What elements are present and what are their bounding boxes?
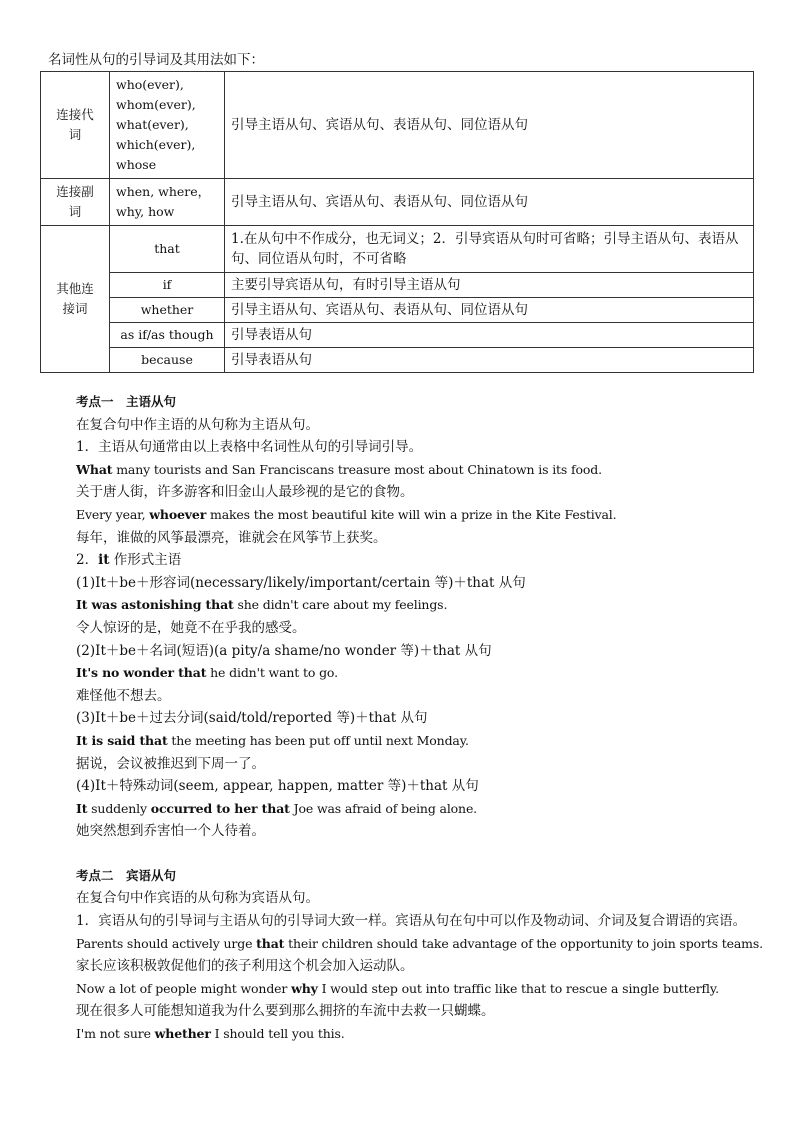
lesson-content: [76, 391, 763, 1046]
word-cell: as if/as though: [110, 323, 225, 348]
usage-cell: 引导表语从句: [225, 348, 754, 373]
example-sentence: What many tourists and San Franciscans treasure most about Chinatown is its food.: [76, 461, 602, 477]
word-cell: whether: [110, 298, 225, 323]
example-translation: 她突然想到乔害怕一个人待着。: [76, 823, 265, 840]
table-row: [41, 72, 754, 179]
example-translation: 现在很多人可能想知道我为什么要到那么拥挤的车流中去救一只蝴蝶。: [76, 1003, 495, 1020]
example-translation: 关于唐人街，许多游客和旧金山人最珍视的是它的食物。: [76, 484, 414, 501]
pattern-text: (4)It＋特殊动词(seem, appear, happen, matter 等)＋that 从句: [76, 778, 479, 795]
example-sentence: It was astonishing that she didn't care about my feelings.: [76, 597, 448, 613]
usage-cell: 1.在从句中不作成分，也无词义；2．引导宾语从句时可省略；引导主语从句、表语从句、同位语从句时，不可省略: [225, 226, 754, 273]
category-cell: 连接副 词: [41, 179, 110, 226]
word-cell: because: [110, 348, 225, 373]
table-row: [41, 298, 754, 323]
example-translation: 难怪他不想去。: [76, 687, 171, 704]
words-cell: who(ever), whom(ever), what(ever), which(ever), whose: [110, 72, 225, 179]
pattern-text: (2)It＋be＋名词(短语)(a pity/a shame/no wonder 等)＋that 从句: [76, 642, 492, 659]
example-translation: 家长应该积极敦促他们的孩子利用这个机会加入运动队。: [76, 958, 414, 975]
usage-cell: 引导主语从句、宾语从句、表语从句、同位语从句: [225, 298, 754, 323]
point-text: 2．it 作形式主语: [76, 552, 182, 569]
table-row: [41, 348, 754, 373]
section-gap: [76, 843, 756, 865]
category-cell: 连接代 词: [41, 72, 110, 179]
pattern-text: (3)It＋be＋过去分词(said/told/reported 等)＋that 从句: [76, 710, 428, 727]
usage-cell: 主要引导宾语从句，有时引导主语从句: [225, 273, 754, 298]
definition-text: 在复合句中作宾语的从句称为宾语从句。: [76, 890, 319, 907]
words-cell: when, where， why, how: [110, 179, 225, 226]
conjunction-table: [40, 71, 754, 373]
example-sentence: Every year, whoever makes the most beautiful kite will win a prize in the Kite Festival.: [76, 506, 617, 522]
example-translation: 令人惊讶的是，她竟不在乎我的感受。: [76, 619, 306, 636]
table-row: [41, 323, 754, 348]
table-row: [41, 179, 754, 226]
point-text: 1．主语从句通常由以上表格中名词性从句的引导词引导。: [76, 439, 423, 456]
usage-cell: 引导表语从句: [225, 323, 754, 348]
example-sentence: I'm not sure whether I should tell you this.: [76, 1026, 345, 1042]
table-row: [41, 226, 754, 273]
section-heading: 考点二 宾语从句: [76, 867, 177, 883]
usage-cell: 引导主语从句、宾语从句、表语从句、同位语从句: [225, 72, 754, 179]
category-cell: 其他连 接词: [41, 226, 110, 373]
example-sentence: Now a lot of people might wonder why I would step out into traffic like that to rescue a single butterfly.: [76, 980, 719, 996]
table-row: [41, 273, 754, 298]
intro-text: 名词性从句的引导词及其用法如下：: [48, 52, 264, 68]
example-translation: 据说，会议被推迟到下周一了。: [76, 755, 265, 772]
example-sentence: Parents should actively urge that their children should take advantage of the opportunity to join sports teams.: [76, 935, 763, 951]
example-translation: 每年，谁做的风筝最漂亮，谁就会在风筝节上获奖。: [76, 529, 387, 546]
section-heading: 考点一 主语从句: [76, 394, 177, 409]
usage-cell: 引导主语从句、宾语从句、表语从句、同位语从句: [225, 179, 754, 226]
word-cell: that: [110, 226, 225, 273]
word-cell: if: [110, 273, 225, 298]
example-sentence: It is said that the meeting has been put off until next Monday.: [76, 732, 469, 748]
point-text: 1．宾语从句的引导词与主语从句的引导词大致一样。宾语从句在句中可以作及物动词、介词及复合谓语的宾语。: [76, 913, 747, 930]
example-sentence: It's no wonder that he didn't want to go.: [76, 665, 338, 681]
example-sentence: It suddenly occurred to her that Joe was afraid of being alone.: [76, 800, 478, 816]
definition-text: 在复合句中作主语的从句称为主语从句。: [76, 416, 319, 433]
pattern-text: (1)It＋be＋形容词(necessary/likely/important/certain 等)＋that 从句: [76, 574, 526, 591]
